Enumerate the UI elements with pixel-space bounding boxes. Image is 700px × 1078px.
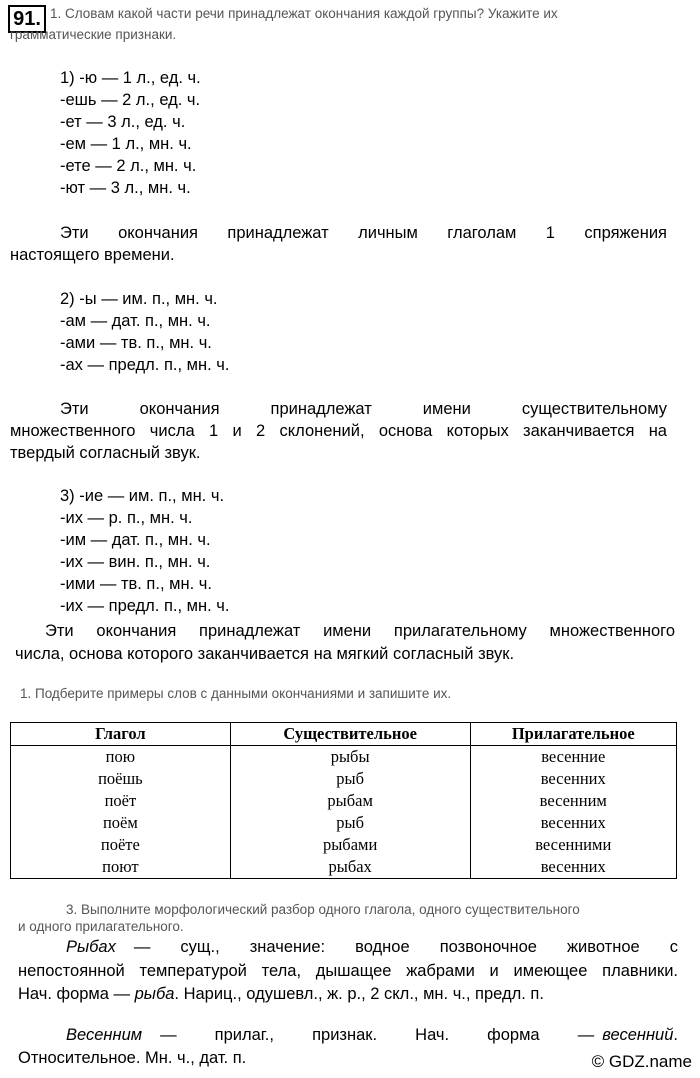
ending-item: -ете — 2 л., мн. ч. <box>60 157 197 175</box>
ending-item: -их — предл. п., мн. ч. <box>60 597 230 615</box>
table-header-row <box>11 723 677 746</box>
analysis-word: Рыбах <box>66 938 116 956</box>
table-cell: рыб <box>230 812 470 834</box>
analysis-1-line-3 <box>18 985 544 1004</box>
analysis-1-line-2: непостоянной температурой тела, дышащее жабрами и имеющее плавники. <box>18 962 678 980</box>
group-2-conclusion-line-3: твердый согласный звук. <box>10 444 201 462</box>
ending-item: 1) -ю — 1 л., ед. ч. <box>60 69 201 87</box>
ending-item: 3) -ие — им. п., мн. ч. <box>60 487 225 505</box>
ending-item: -ет — 3 л., ед. ч. <box>60 113 186 131</box>
watermark: © GDZ.name <box>591 1052 692 1071</box>
table-row <box>11 834 677 856</box>
column-header-verb: Глагол <box>11 723 231 746</box>
ending-item: -им — дат. п., мн. ч. <box>60 531 211 549</box>
table-row <box>11 856 677 879</box>
table-cell: весенних <box>470 856 676 879</box>
analysis-text: . <box>673 1026 678 1044</box>
table-cell: рыбах <box>230 856 470 879</box>
table-cell: поют <box>11 856 231 879</box>
table-cell: весенних <box>470 812 676 834</box>
ending-item: -ими — тв. п., мн. ч. <box>60 575 212 593</box>
group-2-conclusion-line-2: множественного числа 1 и 2 склонений, основа которых заканчивается на <box>10 422 667 440</box>
analysis-2-line-2: Относительное. Мн. ч., дат. п. <box>18 1049 247 1067</box>
table-cell: поёшь <box>11 768 231 790</box>
analysis-1-line-1 <box>18 938 678 957</box>
ending-item: -ам — дат. п., мн. ч. <box>60 312 211 330</box>
table-row <box>11 812 677 834</box>
table-cell: рыбам <box>230 790 470 812</box>
table-cell: поёт <box>11 790 231 812</box>
ending-item: -их — вин. п., мн. ч. <box>60 553 211 571</box>
table-cell: пою <box>11 746 231 769</box>
ending-item: -ами — тв. п., мн. ч. <box>60 334 212 352</box>
ending-item: -ешь — 2 л., ед. ч. <box>60 91 201 109</box>
group-3-conclusion-line-2: числа, основа которого заканчивается на мягкий согласный звук. <box>15 645 515 663</box>
initial-form: весенний <box>602 1026 674 1044</box>
column-header-adjective: Прилагательное <box>470 723 676 746</box>
analysis-text: — сущ., значение: водное позвоночное животное с <box>133 938 678 956</box>
analysis-text: Нач. форма — <box>18 985 135 1003</box>
column-header-noun: Существительное <box>230 723 470 746</box>
analysis-text: — прилаг., признак. Нач. форма — <box>160 1026 595 1044</box>
ending-item: -ют — 3 л., мн. ч. <box>60 179 191 197</box>
table-row <box>11 768 677 790</box>
task-2: 1. Подберите примеры слов с данными окончаниями и запишите их. <box>20 686 452 701</box>
ending-item: -их — р. п., мн. ч. <box>60 509 193 527</box>
table-row <box>11 746 677 769</box>
ending-item: -ах — предл. п., мн. ч. <box>60 356 230 374</box>
table-cell: поём <box>11 812 231 834</box>
examples-table <box>10 722 677 879</box>
exercise-number: 91. <box>8 5 46 33</box>
ending-item: -ем — 1 л., мн. ч. <box>60 135 192 153</box>
analysis-word: Весенним <box>66 1026 143 1044</box>
group-2-conclusion-line-1: Эти окончания принадлежат имени существительному <box>60 400 667 418</box>
task-1-line-1: 1. Словам какой части речи принадлежат окончания каждой группы? Укажите их <box>50 6 558 21</box>
ending-item: 2) -ы — им. п., мн. ч. <box>60 290 218 308</box>
group-3-conclusion-line-1: Эти окончания принадлежат имени прилагательному множественного <box>45 622 675 640</box>
table-cell: рыб <box>230 768 470 790</box>
group-1-conclusion-line-2: настоящего времени. <box>10 246 175 264</box>
table-cell: рыбы <box>230 746 470 769</box>
analysis-text: . Нариц., одушевл., ж. р., 2 скл., мн. ч., предл. п. <box>174 985 544 1003</box>
task-1-line-2: грамматические признаки. <box>10 27 177 42</box>
table-cell: весенним <box>470 790 676 812</box>
table-cell: поёте <box>11 834 231 856</box>
table-row <box>11 790 677 812</box>
table-cell: весенних <box>470 768 676 790</box>
table-cell: весенние <box>470 746 676 769</box>
initial-form: рыба <box>134 985 175 1003</box>
task-3-line-1: 3. Выполните морфологический разбор одного глагола, одного существительного <box>66 902 580 917</box>
table-cell: рыбами <box>230 834 470 856</box>
table-cell: весенними <box>470 834 676 856</box>
group-1-conclusion-line-1: Эти окончания принадлежат личным глаголам 1 спряжения <box>60 224 667 242</box>
analysis-2-line-1 <box>18 1026 678 1045</box>
task-3-line-2: и одного прилагательного. <box>18 919 184 934</box>
